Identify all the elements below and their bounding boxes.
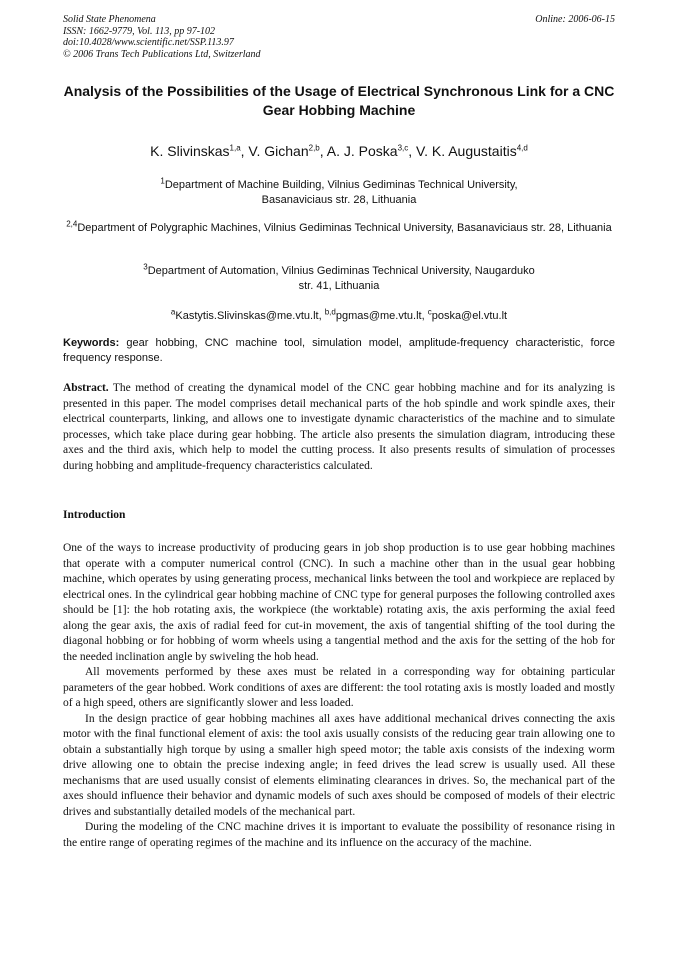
section-heading-introduction: Introduction	[63, 509, 126, 521]
introduction-body	[63, 541, 615, 851]
affiliation: $^{2,4}$Department of Polygraphic Machines, Vilnius Gediminas Technical University, Basanaviciaus str. 28, Lithuania	[66, 219, 612, 234]
email-list: $^a$Kastytis.Slivinskas@me.vtu.lt, $^{b,d}$pgmas@me.vtu.lt, $^c$poska@el.vtu.lt	[170, 307, 508, 322]
author: A. J. Poska$^{3,c}$	[326, 143, 409, 159]
author: K. Slivinskas$^{1,a}$	[150, 143, 241, 159]
journal-header	[63, 14, 615, 60]
keywords-text: gear hobbing, CNC machine tool, simulation model, amplitude-frequency characteristic, force frequency response.	[63, 337, 615, 364]
doi: doi:10.4028/www.scientific.net/SSP.113.97	[63, 37, 234, 48]
author: V. K. Augustaitis$^{4,d}$	[416, 143, 528, 159]
paragraph: All movements performed by these axes must be related in a corresponding way for obtaining particular parameters of the gear hobbed. Work conditions of axes are different: the tool rotating axis is mostly loaded and mostly of a high speed, others are significantly slower and less loaded.	[63, 666, 615, 709]
author-list: K. Slivinskas$^{1,a}$, V. Gichan$^{2,b}$, A. J. Poska$^{3,c}$, V. K. Augustaitis$^{4,d}$	[150, 143, 528, 159]
copyright: © 2006 Trans Tech Publications Ltd, Switzerland	[63, 48, 261, 60]
affiliation: $^1$Department of Machine Building, Vilnius Gediminas Technical University, Basanaviciaus str. 28, Lithuania	[160, 176, 518, 206]
author: V. Gichan$^{2,b}$	[248, 143, 320, 159]
paragraph: In the design practice of gear hobbing machines all axes have additional mechanical drives connecting the axis motor with the final functional element of axis: the tool axis usually consists of the reducing gear train allowing one to obtain a substantially high torque by using a smaller high speed motor; the table axis consists of the indexing worm drive allowing one to obtain the precise indexing angle; in feed drives the lead screw is usually used. All these mechanisms that are used usually consist of elements eliminating clearances in drives. So, the mechanical part of the axes should influence their behavior and dynamic models of such axes should be composed of models of their electric drives and substantially detailed models of the mechanical part.	[63, 712, 615, 818]
email[interactable]: Kastytis.Slivinskas@me.vtu.lt,	[175, 310, 322, 322]
email[interactable]: poska@el.vtu.lt	[431, 310, 508, 322]
issn: ISSN: 1662-9779, Vol. 113, pp 97-102	[63, 25, 216, 37]
journal-name: Solid State Phenomena	[63, 14, 156, 25]
paper-title: Analysis of the Possibilities of the Usage of Electrical Synchronous Link for a CNC Gear Hobbing Machine	[63, 83, 615, 118]
online-date: Online: 2006-06-15	[535, 14, 615, 25]
abstract-text: The method of creating the dynamical model of the CNC gear hobbing machine and for its analyzing is presented in this paper. The model comprises detail mechanical parts of the hob spindle and work spindle axes, their electrical counterparts, linking, and allows one to investigate dynamic characteristics of the machine and to simulate processes, which take place during gear hobbing. The article also presents the simulation diagram, introducing these axes and the third axis, which help to model the cutting process. It also presents results of simulation of processes during hobbing and amplitude-frequency characteristics calculated.	[63, 382, 615, 472]
affiliation: $^3$Department of Automation, Vilnius Gediminas Technical University, Naugarduko str. 41, Lithuania	[143, 262, 535, 292]
abstract-label: Abstract.	[63, 382, 109, 394]
paragraph: During the modeling of the CNC machine drives it is important to evaluate the possibility of resonance rising in the entire range of operating regimes of the machine and its influence on the accuracy of the machine.	[63, 821, 615, 849]
keywords	[63, 336, 615, 366]
email[interactable]: pgmas@me.vtu.lt,	[335, 310, 425, 322]
abstract	[63, 381, 615, 474]
paragraph: One of the ways to increase productivity of producing gears in job shop production is to use gear hobbing machines that operate with a computer numerical control (CNC). In such a machine other than in the usual gear hobbing machine, which operates by using generating process, mechanical links between the tool and workpiece are replaced by electrical ones. In the cylindrical gear hobbing machine of CNC type for general purposes the following controlled axes should be [1]: the hob rotating axis, the workpiece (the worktable) rotating axis, the axis performing the axial feed along the gear axis, the axis of radial feed for cut-in movement, the axis of tangential shifting of the tool during the diagonal hobbing or for hobbing of worm wheels using a tangential method and the axis for the setting of the hob for the needed inclination angle by swiveling the hob head.	[63, 542, 615, 663]
keywords-label: Keywords:	[63, 337, 120, 349]
